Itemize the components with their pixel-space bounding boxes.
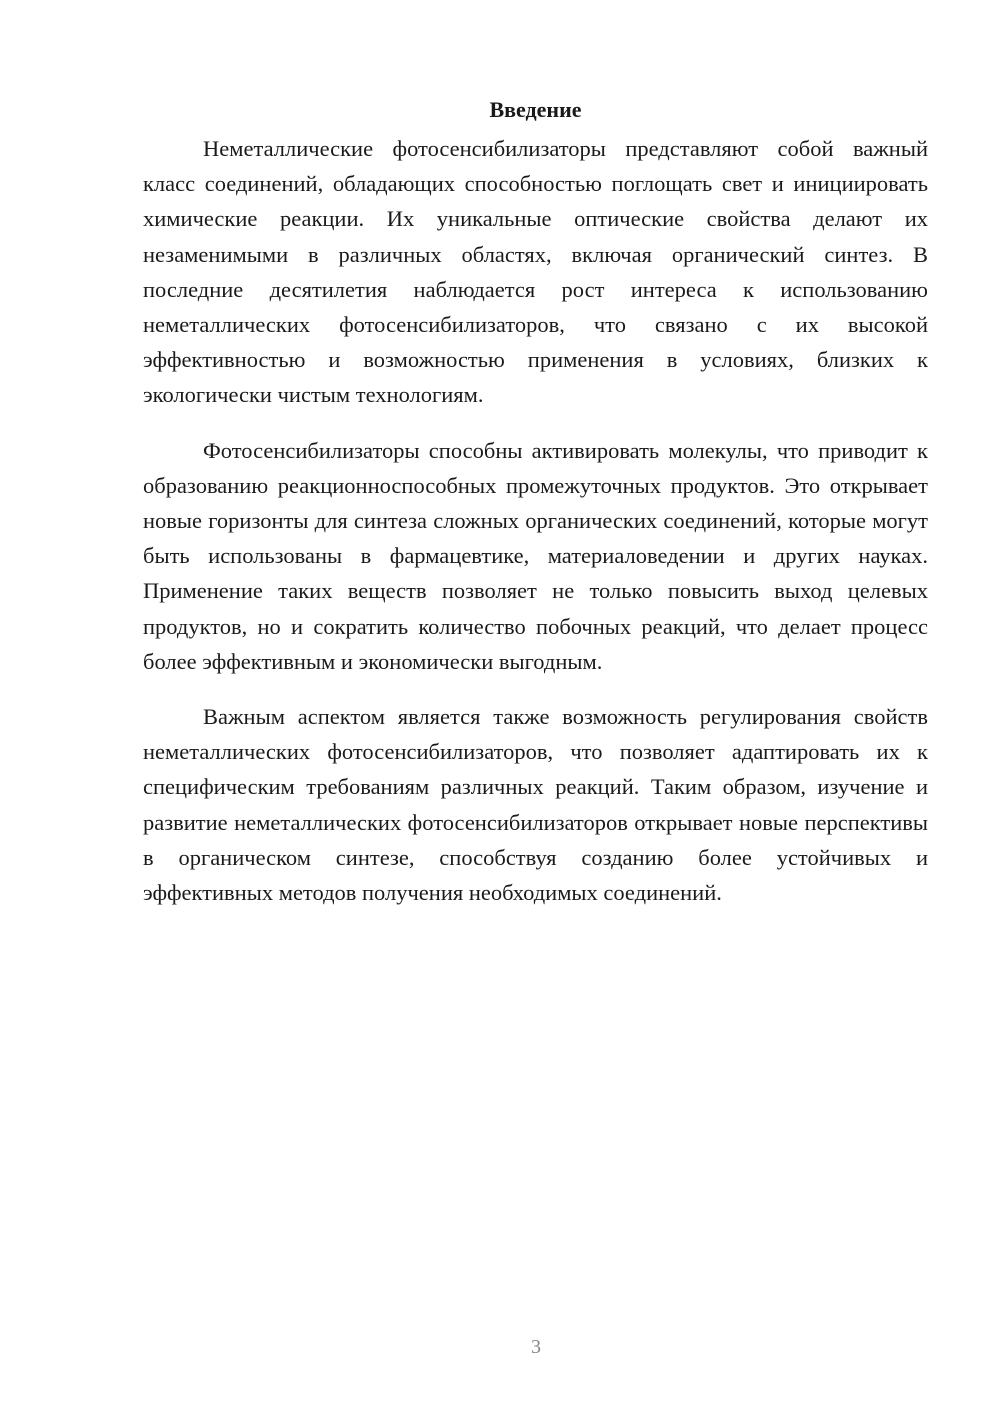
paragraph-2: Фотосенсибилизаторы способны активировать молекулы, что приводит к образованию реакционноспособных промежуточных продуктов. Это открывает новые горизонты для синтеза сложных органических соединений, которые могут быть использованы в фармацевтике, материаловедении и других науках. Применение таких веществ позволяет не только повысить выход целевых продуктов, но и сократить количество побочных реакций, что делает процесс более эффективным и экономически выгодным. <box>143 437 928 674</box>
paragraph-3: Важным аспектом является также возможность регулирования свойств неметаллических фотосенсибилизаторов, что позволяет адаптировать их к специфическим требованиям различных реакций. Таким образом, изучение и развитие неметаллических фотосенсибилизаторов открывает новые перспективы в органическом синтезе, способствуя созданию более устойчивых и эффективных методов получения необходимых соединений. <box>143 704 928 906</box>
page-number: 3 <box>531 1336 541 1358</box>
paragraph-1: Неметаллические фотосенсибилизаторы представляют собой важный класс соединений, обладающих способностью поглощать свет и инициировать химические реакции. Их уникальные оптические свойства делают их незаменимыми в различных областях, включая органический синтез. В последние десятилетия наблюдается рост интереса к использованию неметаллических фотосенсибилизаторов, что связано с их высокой эффективностью и возможностью применения в условиях, близких к экологически чистым технологиям. <box>143 136 928 408</box>
section-title: Введение <box>489 97 582 122</box>
page-content <box>143 92 928 910</box>
